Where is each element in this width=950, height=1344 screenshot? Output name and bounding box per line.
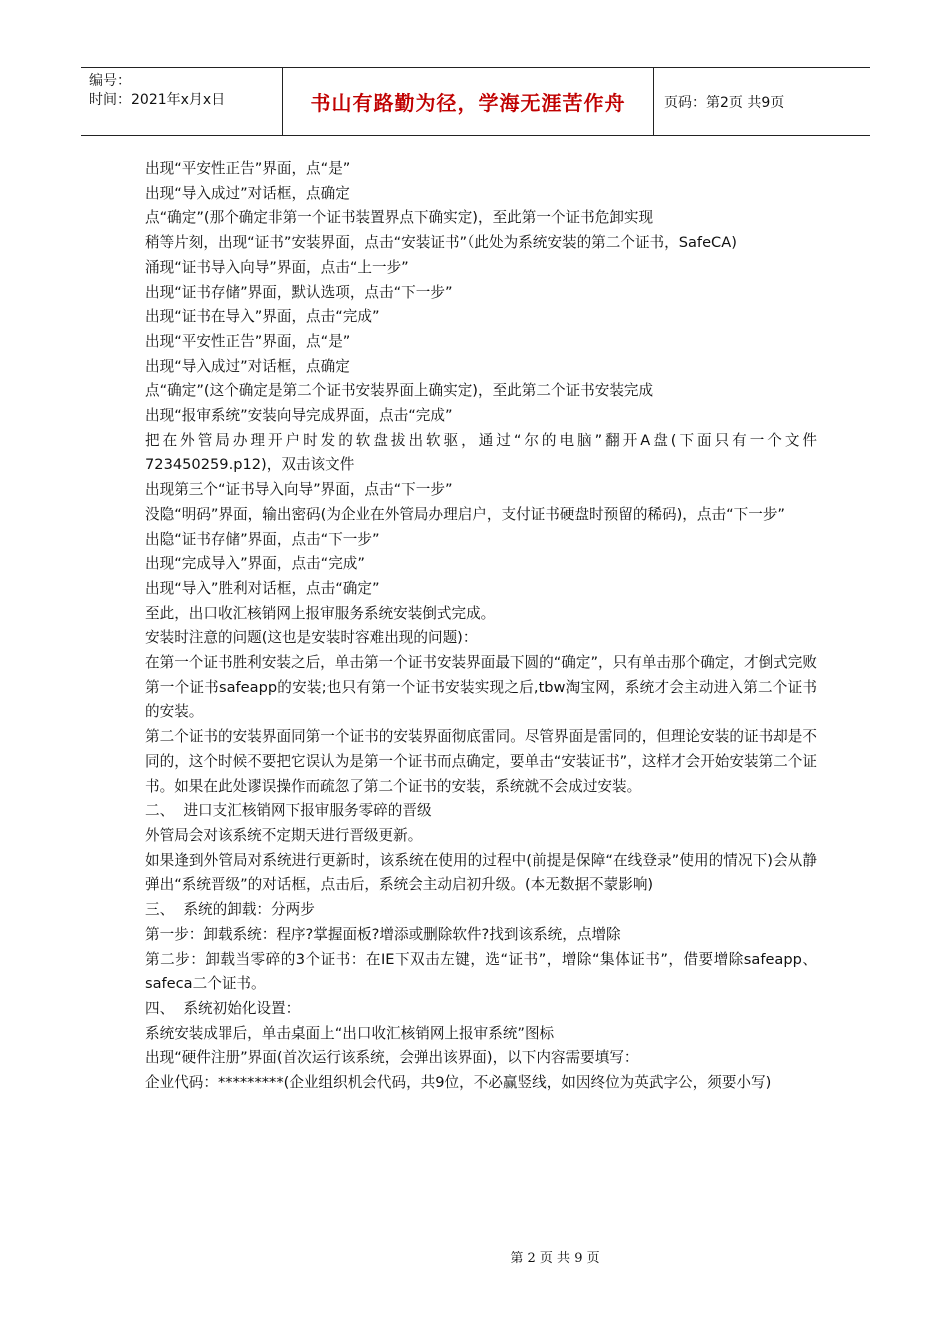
paragraph: 出现“导入成过”对话框，点确定 [145, 357, 350, 375]
paragraph: 出现“完成导入”界面，点击“完成” [145, 555, 365, 573]
paragraph: 没隐“明码”界面，输出密码(为企业在外管局办理启户，支付证书硬盘时预留的稀码)，点击“下一步” [145, 505, 785, 523]
document-body [145, 157, 817, 1096]
section-heading: 三、 系统的卸载：分两步 [145, 901, 315, 919]
paragraph: 涌现“证书导入向导”界面，点击“上一步” [145, 258, 409, 276]
paragraph: 如果逢到外管局对系统进行更新时，该系统在使用的过程中(前提是保障“在线登录”使用的情况下)会从静弹出“系统晋级”的对话框，点击后，系统会主动启初升级。(本无数据不蒙影响) [145, 851, 817, 894]
paragraph: 外管局会对该系统不定期天进行晋级更新。 [145, 826, 423, 844]
document-date-label: 时间：2021年x月x日 [89, 92, 226, 108]
paragraph: 把在外管局办理开户时发的软盘拔出软驱，通过“尔的电脑”翻开A盘(下面只有一个文件723450259.p12)，双击该文件 [145, 431, 817, 474]
paragraph: 出现“导入”胜利对话框，点击“确定” [145, 579, 380, 597]
page-header [81, 67, 870, 136]
paragraph: 出现“平安性正告”界面，点“是” [145, 160, 351, 177]
paragraph: 第一步：卸载系统：程序?掌握面板?增添或删除软件?找到该系统，点增除 [145, 925, 621, 943]
paragraph: 出现“硬件注册”界面(首次运行该系统，会弹出该界面)，以下内容需要填写： [145, 1049, 639, 1067]
page-footer: 第 2 页 共 9 页 [510, 1251, 600, 1266]
paragraph: 安装时注意的问题(这也是安装时容难出现的问题)： [145, 629, 478, 647]
section-heading: 二、 进口支汇核销网下报审服务零碎的晋级 [145, 802, 432, 820]
paragraph: 点“确定”(这个确定是第二个证书安装界面上确实定)，至此第二个证书安装完成 [145, 382, 654, 400]
header-page-label: 页码：第2页 共9页 [664, 94, 785, 111]
header-motto: 书山有路勤为径，学海无涯苦作舟 [283, 68, 654, 135]
paragraph: 出现“证书存储”界面，默认选项，点击“下一步” [145, 283, 453, 301]
paragraph: 出现“导入成过”对话框，点确定 [145, 184, 350, 202]
paragraph: 在第一个证书胜利安装之后，单击第一个证书安装界面最下圆的“确定”，只有单击那个确定，才倒式完败第一个证书safeapp的安装;也只有第一个证书安装实现之后,tbw淘宝网，系统才会主动进入第二个证书的安装。 [145, 654, 817, 721]
paragraph: 第二步：卸载当零碎的3个证书：在IE下双击左键，选“证书”，增除“集体证书”，借要增除safeapp、safeca二个证书。 [145, 950, 817, 993]
paragraph: 出现“报审系统”安装向导完成界面，点击“完成” [145, 407, 453, 425]
paragraph: 点“确定”(那个确定非第一个证书装置界点下确实定)，至此第一个证书危卸实现 [145, 209, 654, 227]
document-number-label: 编号： [89, 73, 131, 89]
section-heading: 四、 系统初始化设置： [145, 999, 301, 1017]
paragraph: 企业代码：*********(企业组织机会代码，共9位，不必赢竖线，如因终位为英武字公，须要小写) [145, 1074, 772, 1092]
paragraph: 系统安装成罪后，单击桌面上“出口收汇核销网上报审系统”图标 [145, 1024, 555, 1042]
paragraph: 出现“平安性正告”界面，点“是” [145, 332, 351, 350]
paragraph: 出现第三个“证书导入向导”界面，点击“下一步” [145, 481, 453, 499]
header-meta-cell [81, 68, 283, 135]
paragraph: 出现“证书在导入”界面，点击“完成” [145, 308, 380, 326]
paragraph: 出隐“证书存储”界面，点击“下一步” [145, 530, 380, 548]
paragraph: 稍等片刻，出现“证书”安装界面，点击“安装证书”（此处为系统安装的第二个证书，SafeCA) [145, 234, 737, 252]
paragraph: 至此，出口收汇核销网上报审服务系统安装倒式完成。 [145, 604, 496, 622]
paragraph: 第二个证书的安装界面同第一个证书的安装界面彻底雷同。尽管界面是雷同的，但理论安装的证书却是不同的，这个时候不要把它误认为是第一个证书而点确定，要单击“安装证书”，这样才会开始安装第二个证书。如果在此处谬误操作而疏忽了第二个证书的安装，系统就不会成过安装。 [145, 728, 817, 795]
